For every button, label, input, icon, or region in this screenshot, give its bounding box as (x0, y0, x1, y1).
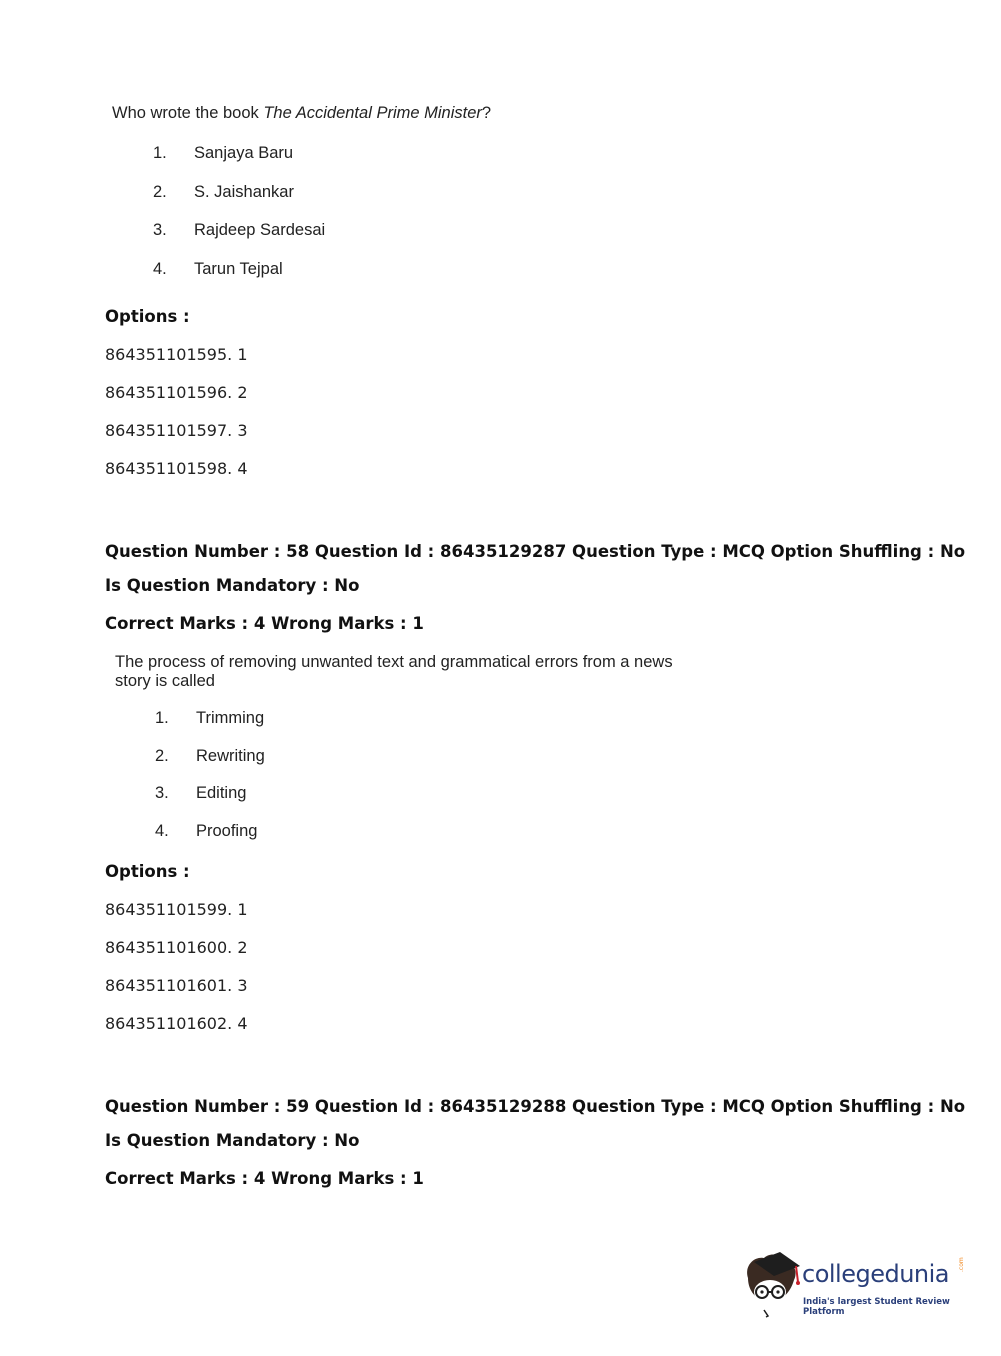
question-mandatory: Is Question Mandatory : No (105, 1131, 360, 1150)
choice-number: 1. (155, 709, 169, 727)
choice-text: Rewriting (196, 747, 265, 765)
option-id: 864351101596. 2 (105, 383, 248, 402)
option-id: 864351101600. 2 (105, 938, 248, 957)
book-title: The Accidental Prime Minister (263, 104, 482, 122)
choice-text: S. Jaishankar (194, 183, 294, 201)
option-id: 864351101602. 4 (105, 1014, 248, 1033)
choice-number: 3. (153, 221, 167, 239)
choice-number: 1. (153, 144, 167, 162)
question-text-line1: The process of removing unwanted text and grammatical errors from a news (115, 653, 673, 671)
choice-number: 2. (155, 747, 169, 765)
choice-text: Tarun Tejpal (194, 260, 283, 278)
question-header: Question Number : 58 Question Id : 86435129287 Question Type : MCQ Option Shuffling : No (105, 542, 966, 561)
collegedunia-logo (740, 1248, 972, 1318)
mascot-icon (740, 1248, 802, 1318)
choice-number: 2. (153, 183, 167, 201)
question-text-line2: story is called (115, 672, 215, 690)
logo-wordmark: collegedunia (802, 1260, 950, 1288)
question-text (112, 104, 491, 123)
option-id: 864351101595. 1 (105, 345, 248, 364)
choice-number: 3. (155, 784, 169, 802)
question-marks: Correct Marks : 4 Wrong Marks : 1 (105, 614, 424, 633)
question-marks: Correct Marks : 4 Wrong Marks : 1 (105, 1169, 424, 1188)
logo-tagline: India's largest Student Review Platform (803, 1297, 950, 1317)
choice-text: Sanjaya Baru (194, 144, 294, 162)
question-text-prefix: Who wrote the book (112, 104, 264, 122)
choice-number: 4. (153, 260, 167, 278)
choice-text: Proofing (196, 822, 258, 840)
option-id: 864351101597. 3 (105, 421, 248, 440)
logo-com: .com (958, 1257, 965, 1272)
question-text-suffix: ? (481, 104, 492, 122)
choice-text: Editing (196, 784, 247, 802)
options-label: Options : (105, 862, 190, 881)
option-id: 864351101601. 3 (105, 976, 248, 995)
option-id: 864351101598. 4 (105, 459, 248, 478)
question-mandatory: Is Question Mandatory : No (105, 576, 360, 595)
choice-number: 4. (155, 822, 169, 840)
option-id: 864351101599. 1 (105, 900, 248, 919)
question-header: Question Number : 59 Question Id : 86435129288 Question Type : MCQ Option Shuffling : No (105, 1097, 966, 1116)
choice-text: Rajdeep Sardesai (194, 221, 326, 239)
choice-text: Trimming (196, 709, 265, 727)
options-label: Options : (105, 307, 190, 326)
